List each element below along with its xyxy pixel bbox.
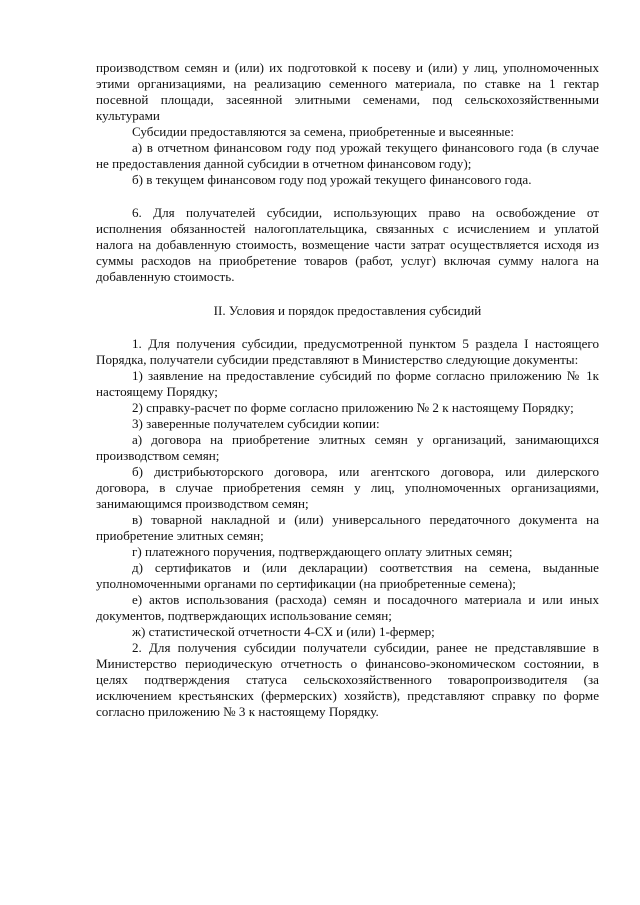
list-item-purchase-contract: а) договора на приобретение элитных семян у организаций, занимающихся производством семян;: [96, 432, 599, 463]
list-item-certificates: д) сертификатов и (или декларации) соответствия на семена, выданные уполномоченными органами по сертификации (на приобретенные семена);: [96, 560, 599, 591]
list-item-payment-order: г) платежного поручения, подтверждающего оплату элитных семян;: [132, 544, 513, 559]
list-item-statistics: ж) статистической отчетности 4-СХ и (или) 1-фермер;: [132, 624, 435, 639]
list-item-calculation: 2) справку-расчет по форме согласно приложению № 2 к настоящему Порядку;: [132, 400, 574, 415]
paragraph-required-documents: 1. Для получения субсидии, предусмотренной пунктом 5 раздела I настоящего Порядка, получатели субсидии представляют в Министерство следующие документы:: [96, 336, 599, 367]
paragraph-subsidy-seeds: Субсидии предоставляются за семена, приобретенные и высеянные:: [132, 124, 515, 139]
list-item-distributor-contract: б) дистрибьюторского договора, или агентского договора, или дилерского договора, в случае приобретения семян у лиц, уполномоченных организациями, занимающимся производством семян;: [96, 464, 599, 511]
document-page: [96, 60, 599, 720]
list-item-copies: 3) заверенные получателем субсидии копии:: [132, 416, 380, 431]
list-item-invoice: в) товарной накладной и (или) универсального передаточного документа на приобретение элитных семян;: [96, 512, 599, 543]
paragraph-financial-reporting: 2. Для получения субсидии получатели субсидии, ранее не представлявшие в Министерство периодическую отчетность о финансово-экономическом состоянии, в целях подтверждения статуса сельскохозяйственного товаропроизводителя (за исключением крестьянских (фермерских) хозяйств), представляют справку по форме согласно приложению № 3 к настоящему Порядку.: [96, 640, 599, 719]
section-heading: II. Условия и порядок предоставления субсидий: [213, 303, 482, 318]
paragraph-seed-producers: производством семян и (или) их подготовкой к посеву и (или) у лиц, уполномоченных этими организациями, на реализацию семенного материала, по ставке на 1 гектар посевной площади, засеянной элитными семенами, под сельскохозяйственными культурами: [96, 60, 599, 123]
paragraph-vat-exemption: 6. Для получателей субсидии, использующих право на освобождение от исполнения обязанностей налогоплательщика, связанных с исчислением и уплатой налога на добавленную стоимость, возмещение части затрат осуществляется исходя из суммы расходов на приобретение товаров (работ, услуг) включая сумму налога на добавленную стоимость.: [96, 205, 599, 284]
list-item-application: 1) заявление на предоставление субсидий по форме согласно приложению № 1к настоящему Порядку;: [96, 368, 599, 399]
paragraph-reporting-year: а) в отчетном финансовом году под урожай текущего финансового года (в случае не предоставления данной субсидии в отчетном финансовом году);: [96, 140, 599, 171]
paragraph-current-year: б) в текущем финансовом году под урожай текущего финансового года.: [132, 172, 532, 187]
list-item-usage-acts: е) актов использования (расхода) семян и посадочного материала и или иных документов, подтверждающих использование семян;: [96, 592, 599, 623]
